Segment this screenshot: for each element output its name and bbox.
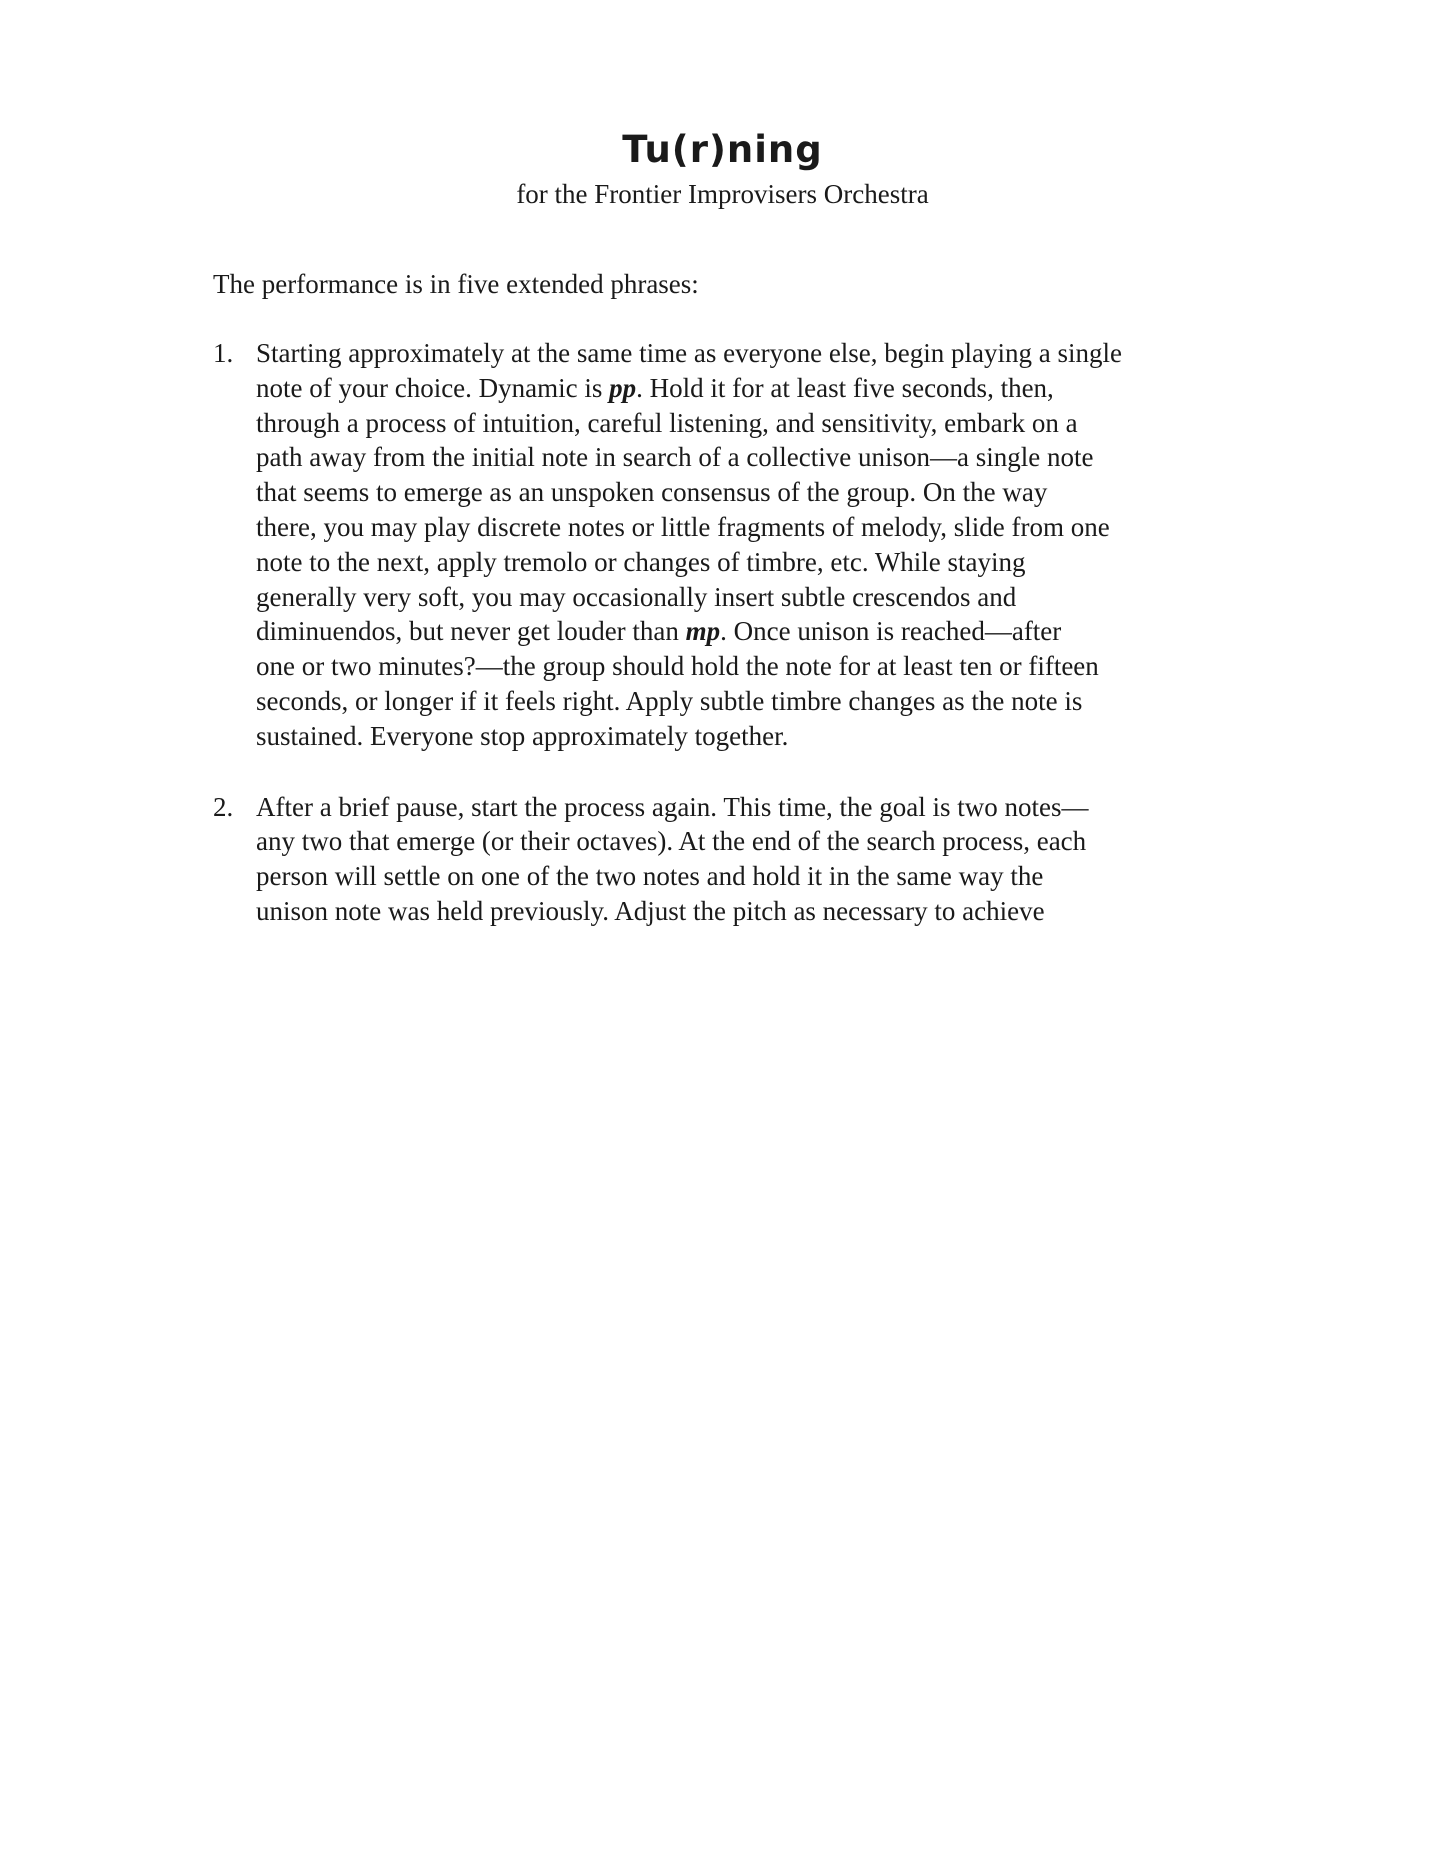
item-text-line: unison note was held previously. Adjust the pitch as necessary to achieve bbox=[256, 895, 1045, 926]
item-text-line: that seems to emerge as an unspoken consensus of the group. On the way bbox=[256, 477, 1048, 508]
document-title: Tu(r)ning bbox=[622, 128, 823, 171]
item-text-line: Starting approximately at the same time as everyone else, begin playing a single bbox=[256, 338, 1122, 368]
item-number: 2. bbox=[213, 791, 234, 822]
item-text-line: there, you may play discrete notes or little fragments of melody, slide from one bbox=[256, 511, 1110, 542]
item-text-line: one or two minutes?—the group should hold the note for at least ten or fifteen bbox=[256, 651, 1099, 682]
dynamic-marking: pp bbox=[609, 372, 637, 403]
list-item bbox=[213, 336, 1253, 754]
item-text-line: note to the next, apply tremolo or changes of timbre, etc. While staying bbox=[256, 546, 1026, 577]
item-text-line: any two that emerge (or their octaves). At the end of the search process, each bbox=[256, 826, 1087, 857]
intro-paragraph: The performance is in five extended phrases: bbox=[213, 269, 699, 299]
item-text-line: through a process of intuition, careful listening, and sensitivity, embark on a bbox=[256, 407, 1078, 438]
item-text-line: sustained. Everyone stop approximately together. bbox=[256, 720, 789, 751]
item-text-line: diminuendos, but never get louder than mp. Once unison is reached—after bbox=[256, 616, 1062, 647]
list-item bbox=[213, 790, 1253, 929]
item-text-line: seconds, or longer if it feels right. Apply subtle timbre changes as the note is bbox=[256, 685, 1083, 716]
instruction-list bbox=[213, 336, 1253, 965]
item-text-line: person will settle on one of the two notes and hold it in the same way the bbox=[256, 861, 1044, 892]
item-number: 1. bbox=[213, 338, 234, 368]
item-text-line: path away from the initial note in search of a collective unison—a single note bbox=[256, 442, 1094, 473]
item-text-line: After a brief pause, start the process again. This time, the goal is two notes— bbox=[256, 791, 1089, 822]
document-subtitle: for the Frontier Improvisers Orchestra bbox=[516, 179, 929, 209]
item-text-line: note of your choice. Dynamic is pp. Hold it for at least five seconds, then, bbox=[256, 372, 1054, 403]
dynamic-marking: mp bbox=[685, 616, 721, 647]
item-text-line: generally very soft, you may occasionally insert subtle crescendos and bbox=[256, 581, 1017, 612]
